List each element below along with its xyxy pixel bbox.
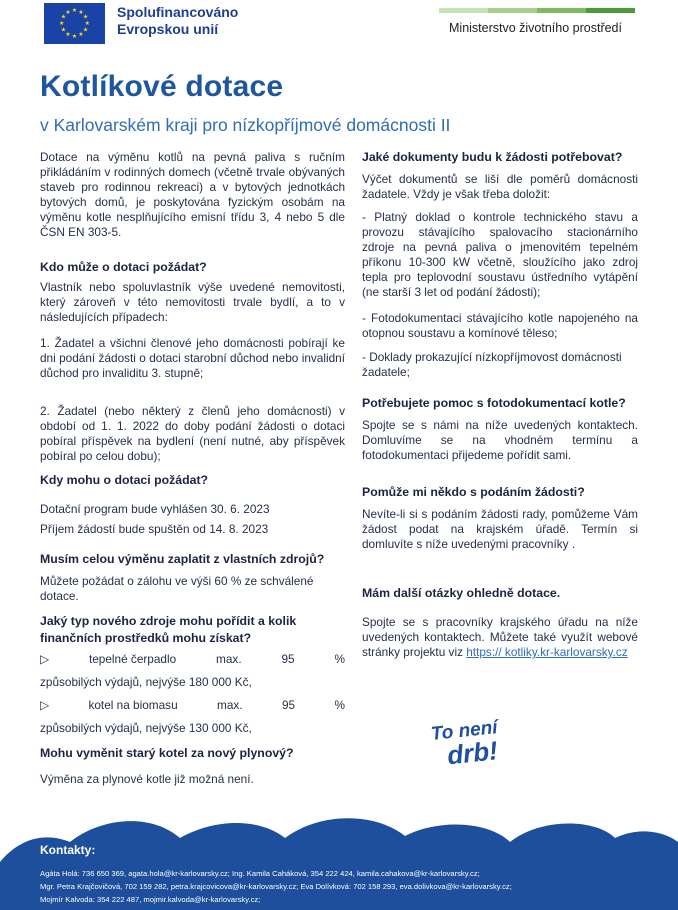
heading-gas: Mohu vyměnit starý kotel za nový plynový? bbox=[40, 746, 294, 760]
triangle-bullet-icon: ▷ bbox=[40, 652, 50, 666]
when-line-2: Příjem žádostí bude spuštěn od 14. 8. 2023 bbox=[40, 522, 269, 536]
docs-intro: Výčet dokumentů se liší dle poměrů domácnosti žadatele. Vždy je však třeba doložit: bbox=[362, 172, 638, 201]
contact-line-3: Mojmír Kalvoda: 354 222 487, mojmir.kalvoda@kr-karlovarsky.cz; bbox=[40, 895, 261, 904]
svg-text:★: ★ bbox=[71, 7, 78, 14]
heading-more: Mám další otázky ohledně dotace. bbox=[362, 586, 561, 600]
svg-text:★: ★ bbox=[82, 13, 89, 21]
triangle-bullet-icon: ▷ bbox=[40, 698, 50, 712]
logo-line-2: drb! bbox=[445, 735, 500, 771]
who-item-2: 2. Žadatel (nebo některý z členů jeho domácnosti) v období od 1. 1. 2022 do doby podání žádosti o dotaci pobíral příspěvek na bydlení (není nutné, aby příspěvek pobíral po celou dobu); bbox=[40, 404, 345, 463]
heading-docs: Jaké dokumenty budu k žádosti potřebovat? bbox=[362, 150, 623, 164]
bullet-label: tepelné čerpadlo bbox=[88, 652, 177, 666]
who-item-1: 1. Žadatel a všichni členové jeho domácnosti pobírají ke dni podání žádosti o dotaci starobní důchod nebo invalidní důchod pro invaliditu 3. stupně; bbox=[40, 336, 345, 380]
bullet-heat-pump-detail: způsobilých výdajů, nejvýše 180 000 Kč, bbox=[40, 675, 252, 689]
ministry-name: Ministerstvo životního prostředí bbox=[449, 21, 622, 35]
svg-text:★: ★ bbox=[60, 26, 67, 34]
heading-type: Jaký typ nového zdroje mohu pořídit a kolik finančních prostředků mohu získat? bbox=[40, 614, 297, 645]
svg-text:★: ★ bbox=[84, 20, 90, 27]
svg-text:★: ★ bbox=[65, 8, 71, 16]
svg-text:★: ★ bbox=[82, 26, 89, 34]
svg-text:★: ★ bbox=[78, 8, 84, 16]
docs-item-1: - Platný doklad o kontrole technického stavu a provozu stávajícího spalovacího stacionárního zdroje na pevná paliva o jmenovitém tepelném příkonu 10-300 kW včetně, sloužícího jako zdroj tepla pro teplovodní soustavu ústředního vytápění (ne starší 3 let od podání žádosti); bbox=[362, 210, 638, 299]
when-line-1: Dotační program bude vyhlášen 30. 6. 2023 bbox=[40, 502, 270, 516]
project-website-link[interactable]: https:// kotliky.kr-karlovarsky.cz bbox=[466, 645, 628, 659]
gas-paragraph: Výměna za plynové kotle již možná není. bbox=[40, 772, 254, 786]
page-subtitle: v Karlovarském kraji pro nízkopříjmové domácnosti II bbox=[40, 115, 451, 135]
contact-line-1: Agáta Holá: 736 650 369, agata.hola@kr-karlovarsky.cz; Ing. Kamila Caháková, 354 222 424, kamila.cahakova@kr-karlovarsky.cz; bbox=[40, 869, 480, 878]
help-paragraph: Nevíte-li si s podáním žádosti rady, pomůžeme Vám žádost podat na krajském úřadě. Termín si domluvíte s níže uvedenými pracovníky . bbox=[362, 507, 638, 551]
svg-text:★: ★ bbox=[71, 33, 78, 40]
svg-text:★: ★ bbox=[60, 13, 67, 21]
bullet-unit: % bbox=[334, 652, 345, 666]
contact-line-2: Mgr. Petra Krajčovičová, 702 159 282, petra.krajcovicova@kr-karlovarsky.cz; Eva Dolívková: 702 158 293, eva.dolivkova@kr-karlovarsky.cz; bbox=[40, 882, 512, 891]
heading-photo: Potřebujete pomoc s fotodokumentací kotle? bbox=[362, 396, 626, 410]
bullet-label: kotel na biomasu bbox=[88, 698, 178, 712]
bullet-biomass-detail: způsobilých výdajů, nejvýše 130 000 Kč, bbox=[40, 721, 252, 735]
heading-who: Kdo může o dotaci požádat? bbox=[40, 260, 207, 274]
eu-line-2: Evropskou unií bbox=[117, 21, 219, 37]
more-text: Spojte se s pracovníky krajského úřadu na níže uvedených kontaktech. Můžete také využít webové stránky projektu viz bbox=[362, 615, 638, 659]
eu-line-1: Spolufinancováno bbox=[117, 4, 239, 20]
page-title: Kotlíkové dotace bbox=[40, 70, 284, 103]
docs-item-3: - Doklady prokazující nízkopříjmovost domácnosti žadatele; bbox=[362, 350, 622, 379]
bullet-unit: % bbox=[334, 698, 345, 712]
photo-paragraph: Spojte se s námi na níže uvedených kontaktech. Domluvíme se na vhodném termínu a fotodokumentaci přijedeme pořídit sami. bbox=[362, 418, 638, 462]
heading-pay: Musím celou výměnu zaplatit z vlastních zdrojů? bbox=[40, 552, 325, 566]
bullet-max: max. bbox=[217, 698, 243, 712]
docs-item-2: - Fotodokumentaci stávajícího kotle napojeného na otopnou soustavu a komínové těleso; bbox=[362, 311, 638, 340]
svg-text:★: ★ bbox=[59, 20, 65, 27]
heading-when: Kdy mohu o dotaci požádat? bbox=[40, 473, 209, 487]
bullet-percent: 95 bbox=[281, 652, 295, 666]
intro-paragraph: Dotace na výměnu kotlů na pevná paliva s ručním přikládáním v rodinných domech (včetně trvale obývaných staveb pro rodinnou rekreaci) a v bytových jednotkách bytových domů, je poskytována fyzickým osobám na výměnu kotle nesplňujícího emisní třídu 3, 4 nebo 5 dle ČSN EN 303-5. bbox=[40, 150, 345, 239]
svg-text:★: ★ bbox=[78, 31, 84, 39]
pay-paragraph: Můžete požádat o zálohu ve výši 60 % ze schválené dotace. bbox=[40, 574, 314, 603]
svg-text:★: ★ bbox=[65, 31, 71, 39]
contacts-title: Kontakty: bbox=[40, 843, 96, 857]
bullet-percent: 95 bbox=[281, 698, 296, 712]
bullet-max: max. bbox=[216, 652, 242, 666]
who-paragraph: Vlastník nebo spoluvlastník výše uvedené nemovitosti, který zároveň v této nemovitosti trvale bydlí, a to v následujících případech: bbox=[40, 280, 345, 324]
logo-line-1: To není bbox=[430, 717, 499, 745]
heading-help: Pomůže mi někdo s podáním žádosti? bbox=[362, 485, 585, 499]
